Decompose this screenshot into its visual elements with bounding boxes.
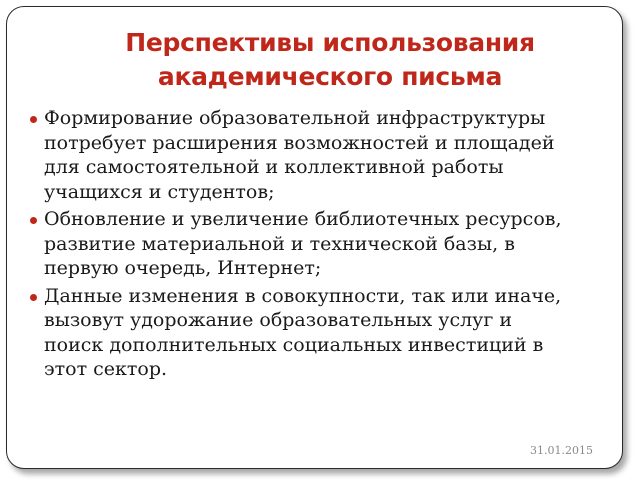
bullet-dot-icon — [30, 116, 37, 123]
title-line-1: Перспективы использования — [125, 28, 535, 57]
bullet-line: первую очередь, Интернет; — [44, 257, 322, 279]
bullet-dot-icon — [30, 294, 37, 301]
bullet-item — [30, 284, 610, 382]
bullet-text — [44, 207, 610, 281]
bullet-list — [30, 106, 610, 385]
bullet-line: учащихся и студентов; — [44, 180, 275, 203]
bullet-item — [30, 106, 610, 204]
bullet-line: потребует расширения возможностей и площадей — [44, 131, 555, 154]
bullet-item — [30, 207, 610, 281]
slide-title — [100, 26, 560, 94]
bullet-line: поиск дополнительных социальных инвестиций в — [44, 333, 544, 356]
bullet-line: развитие материальной и технической базы, в — [44, 232, 515, 255]
footer-date: 31.01.2015 — [530, 444, 593, 457]
title-line-2: академического письма — [157, 62, 503, 91]
bullet-line: этот сектор. — [44, 358, 168, 380]
bullet-line: Формирование образовательной инфраструктуры — [44, 107, 546, 129]
bullet-text — [44, 106, 610, 204]
bullet-line: вызовут удорожание образовательных услуг и — [44, 309, 513, 331]
bullet-line: Данные изменения в совокупности, так или иначе, — [44, 284, 562, 307]
bullet-text — [44, 284, 610, 382]
bullet-line: для самостоятельной и коллективной работы — [44, 156, 504, 178]
bullet-line: Обновление и увеличение библиотечных ресурсов, — [44, 208, 562, 230]
bullet-dot-icon — [30, 217, 37, 224]
